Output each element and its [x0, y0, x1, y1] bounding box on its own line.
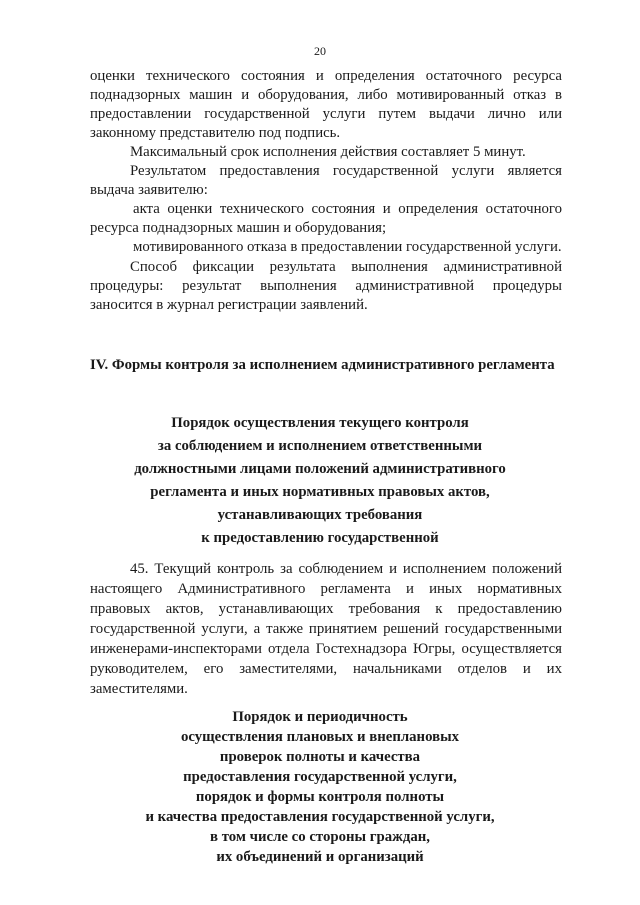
- subsection-heading-line: предоставления государственной услуги,: [183, 769, 457, 785]
- subsection-heading-line: проверок полноты и качества: [219, 749, 421, 765]
- paragraph-line: правовых актов, устанавливающих требования к предоставлению: [90, 601, 562, 617]
- paragraph-line: оценки технического состояния и определения остаточного ресурса: [90, 68, 562, 84]
- paragraph-line: инженерами-инспекторами отдела Гостехнадзора Югры, осуществляется: [90, 641, 562, 657]
- subsection-heading-line: Порядок осуществления текущего контроля: [171, 415, 469, 431]
- paragraph-line: заносится в журнал регистрации заявлений.: [90, 297, 368, 313]
- paragraph-line: государственной услуги, а также принятием решений государственными: [90, 621, 562, 637]
- paragraph-line: Результатом предоставления государственной услуги является: [130, 163, 562, 179]
- paragraph-line: Способ фиксации результата выполнения административной: [130, 259, 562, 275]
- subsection-heading-line: регламента и иных нормативных правовых актов,: [150, 484, 490, 500]
- paragraph-line: 45. Текущий контроль за соблюдением и исполнением положений: [130, 561, 562, 577]
- paragraph-line: руководителем, его заместителями, начальниками отделов и их: [90, 661, 562, 677]
- section-title: IV. Формы контроля за исполнением административного регламента: [90, 357, 555, 373]
- paragraph-line: предоставлении государственной услуги путем выдачи лично или: [90, 106, 562, 122]
- paragraph-line: заместителями.: [90, 681, 188, 697]
- subsection-heading-line: осуществления плановых и внеплановых: [180, 729, 460, 745]
- paragraph-line: законному представителю под подпись.: [90, 125, 341, 141]
- subsection-heading-line: должностными лицами положений административного: [134, 461, 506, 477]
- subsection-heading-line: за соблюдением и исполнением ответственными: [157, 438, 483, 454]
- paragraph-line: Максимальный срок исполнения действия составляет 5 минут.: [130, 144, 526, 160]
- subsection-heading-line: к предоставлению государственной: [201, 530, 439, 546]
- subsection-heading-line: порядок и формы контроля полноты: [195, 789, 445, 805]
- subsection-heading-line: в том числе со стороны граждан,: [210, 829, 430, 845]
- paragraph-line: ресурса поднадзорных машин и оборудования;: [90, 220, 387, 236]
- subsection-heading-line: их объединений и организаций: [216, 849, 424, 865]
- page-number: 20: [314, 44, 326, 58]
- subsection-heading-line: устанавливающих требования: [217, 507, 423, 523]
- paragraph-line: настоящего Административного регламента и иных нормативных: [90, 581, 562, 597]
- paragraph-line: процедуры: результат выполнения административной процедуры: [90, 278, 562, 294]
- paragraph-line: акта оценки технического состояния и определения остаточного: [133, 201, 562, 217]
- subsection-heading-line: Порядок и периодичность: [232, 709, 408, 725]
- paragraph-line: мотивированного отказа в предоставлении государственной услуги.: [133, 239, 562, 255]
- subsection-heading-line: и качества предоставления государственной услуги,: [145, 809, 495, 825]
- paragraph-line: поднадзорных машин и оборудования, либо мотивированный отказ в: [90, 87, 562, 103]
- paragraph-line: выдача заявителю:: [90, 182, 208, 198]
